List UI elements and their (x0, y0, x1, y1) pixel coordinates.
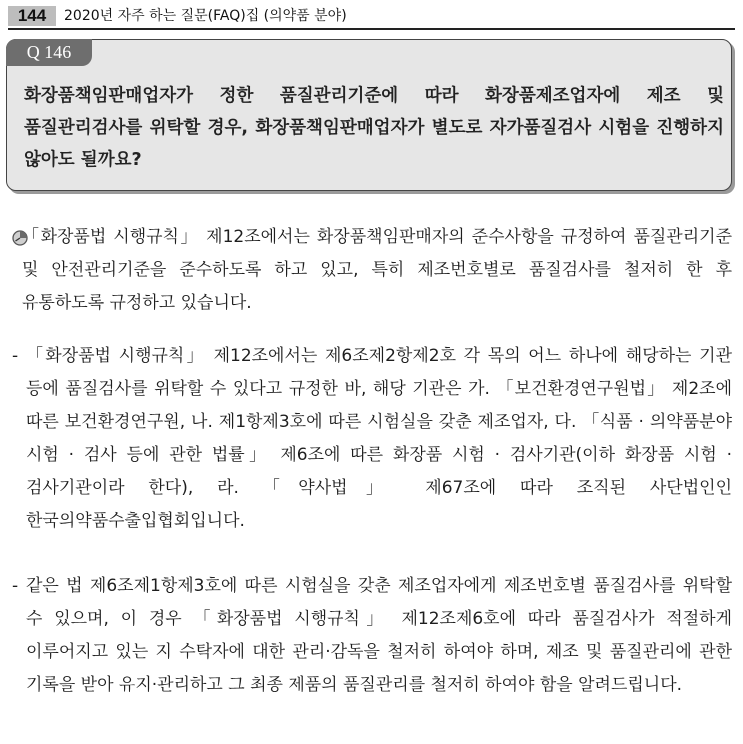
bullet-text: 같은 법 제6조제1항제3호에 따른 시험실을 갖춘 제조업자에게 제조번호별 품질검사를 위탁할 수 있으며, 이 경우 「화장품법 시행규칙」 제12조제6호에 따라 품질검사가 적절하게 이루어지고 있는 지 수탁자에 대한 관리·감독을 철저히 하여야 하며, 제조 및 품질관리에 관한 기록을 받아 유지·관리하고 그 최종 제품의 품질관리를 철저히 하여야 함을 알려드립니다. (26, 576, 732, 695)
page-header (8, 6, 738, 28)
question-label: Q 146 (6, 39, 92, 66)
bullet-text: 「화장품법 시행규칙」 제12조에서는 제6조제2항제2호 각 목의 어느 하나에 해당하는 기관 등에 품질검사를 위탁할 수 있다고 규정한 바, 해당 기관은 가. 「보건환경연구원법」 제2조에 따른 보건환경연구원, 나. 제1항제3호에 따른 시험실을 갖춘 제조업자, 다. 「식품 · 의약품분야 시험 · 검사 등에 관한 법률」 제6조에 따른 화장품 시험 · 검사기관(이하 화장품 시험 · 검사기관이라 한다), 라. 「약사법」 제67조에 따라 조직된 사단법인인 한국의약품수출입협회입니다. (26, 346, 732, 531)
question-box (6, 39, 732, 191)
question-text: 화장품책임판매업자가 정한 품질관리기준에 따라 화장품제조업자에 제조 및 품질관리검사를 위탁할 경우, 화장품책임판매업자가 별도로 자가품질검사 시험을 진행하지 않아도 될까요? (24, 86, 724, 170)
answer-bullet-2 (12, 570, 732, 702)
answer-bullet-1 (12, 340, 732, 538)
bullet-marker: - (12, 576, 19, 596)
bullet-marker: - (12, 346, 19, 366)
header-divider (8, 28, 735, 30)
document-title: 2020년 자주 하는 질문(FAQ)집 (의약품 분야) (64, 8, 347, 24)
answer-intro: 「화장품법 시행규칙」 제12조에서는 화장품책임판매자의 준수사항을 규정하여 품질관리기준 및 안전관리기준을 준수하도록 하고 있고, 특히 제조번호별로 품질검사를 철저히 한 후 유통하도록 규정하고 있습니다. (22, 227, 732, 313)
page-number: 144 (8, 6, 56, 26)
